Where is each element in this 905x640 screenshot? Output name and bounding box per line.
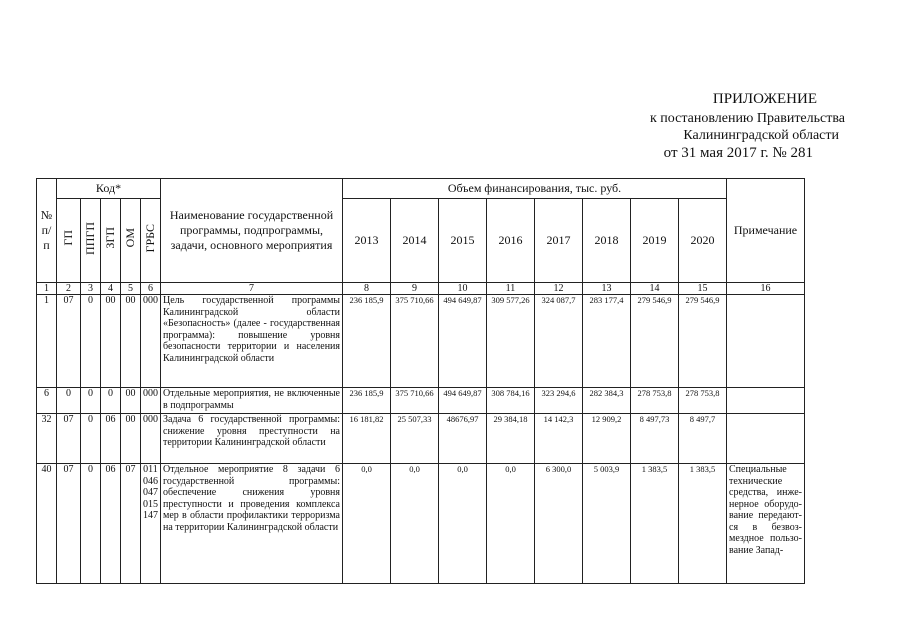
cell-value: 16 181,82 [343, 414, 391, 464]
cell-value: 0,0 [343, 464, 391, 584]
cell-value: 8 497,73 [631, 414, 679, 464]
col-number: 15 [679, 283, 727, 295]
cell-value: 236 185,9 [343, 388, 391, 414]
year-header: 2018 [583, 199, 631, 283]
cell-value: 494 649,87 [439, 388, 487, 414]
approval-header [545, 90, 845, 170]
col-number: 7 [161, 283, 343, 295]
cell-value: 279 546,9 [679, 295, 727, 388]
cell-np: 32 [37, 414, 57, 464]
col-number: 12 [535, 283, 583, 295]
year-header: 2014 [391, 199, 439, 283]
col-header-zgp: ЗГП [101, 199, 121, 283]
cell-om: 00 [121, 295, 141, 388]
col-header-name: Наименование государственной программы, подпрограммы, задачи, основного мероприятия [161, 179, 343, 283]
cell-ppgp: 0 [81, 295, 101, 388]
cell-value: 324 087,7 [535, 295, 583, 388]
col-number: 6 [141, 283, 161, 295]
cell-grbs: 000 [141, 414, 161, 464]
cell-value: 236 185,9 [343, 295, 391, 388]
cell-value: 494 649,87 [439, 295, 487, 388]
funding-table [36, 178, 805, 584]
cell-name: Цель государственной программы Калининградской области «Безопасность» (далее - государственная программа): повышение уровня безопасности территории и населения Калининградской области [161, 295, 343, 388]
col-header-grbs: ГРБС [141, 199, 161, 283]
cell-note [727, 295, 805, 388]
col-number: 3 [81, 283, 101, 295]
table-row [37, 388, 805, 414]
table-row [37, 414, 805, 464]
col-header-gp: ГП [57, 199, 81, 283]
cell-value: 1 383,5 [631, 464, 679, 584]
cell-ppgp: 0 [81, 388, 101, 414]
year-header: 2016 [487, 199, 535, 283]
cell-note [727, 414, 805, 464]
table-row [37, 295, 805, 388]
cell-zgp: 0 [101, 388, 121, 414]
cell-value: 1 383,5 [679, 464, 727, 584]
cell-gp: 07 [57, 464, 81, 584]
cell-np: 1 [37, 295, 57, 388]
cell-zgp: 00 [101, 295, 121, 388]
col-number: 4 [101, 283, 121, 295]
code-group-header: Код* [57, 179, 161, 199]
cell-grbs: 000 [141, 295, 161, 388]
header-line-region: Калининградской области [683, 128, 839, 143]
cell-value: 278 753,8 [679, 388, 727, 414]
year-header: 2013 [343, 199, 391, 283]
cell-note [727, 388, 805, 414]
grbs-code: 046 [143, 475, 158, 487]
cell-grbs [141, 464, 161, 584]
cell-value: 375 710,66 [391, 388, 439, 414]
cell-value: 12 909,2 [583, 414, 631, 464]
col-number: 5 [121, 283, 141, 295]
cell-ppgp: 0 [81, 414, 101, 464]
col-number: 14 [631, 283, 679, 295]
col-number: 16 [727, 283, 805, 295]
year-header: 2020 [679, 199, 727, 283]
col-number: 13 [583, 283, 631, 295]
header-line-date: от 31 мая 2017 г. № 281 [663, 145, 813, 161]
cell-value: 14 142,3 [535, 414, 583, 464]
cell-name: Отдельное мероприятие 8 задачи 6 государственной программы: обеспечение снижения уровня преступности и проведения комплекса мер в области профилактики терроризма на территории Калининградской области [161, 464, 343, 584]
cell-value: 0,0 [487, 464, 535, 584]
col-number: 10 [439, 283, 487, 295]
table-row [37, 464, 805, 584]
cell-value: 323 294,6 [535, 388, 583, 414]
grbs-code: 011 [143, 464, 158, 475]
column-number-row [37, 283, 805, 295]
grbs-code: 047 [143, 487, 158, 498]
col-header-ppgp: ППГП [81, 199, 101, 283]
year-header: 2017 [535, 199, 583, 283]
cell-np: 6 [37, 388, 57, 414]
col-header-note: Примечание [727, 179, 805, 283]
cell-note: Специальные технические средства, инже-нерное оборудо-вание передают-ся в безвоз-мездное пользо-вание Запад- [727, 464, 805, 584]
cell-value: 6 300,0 [535, 464, 583, 584]
cell-zgp: 06 [101, 414, 121, 464]
cell-value: 375 710,66 [391, 295, 439, 388]
cell-ppgp: 0 [81, 464, 101, 584]
cell-value: 308 784,16 [487, 388, 535, 414]
cell-value: 309 577,26 [487, 295, 535, 388]
year-header: 2015 [439, 199, 487, 283]
cell-om: 00 [121, 414, 141, 464]
col-number: 11 [487, 283, 535, 295]
cell-name: Отдельные мероприятия, не включенные в подпрограммы [161, 388, 343, 414]
cell-om: 07 [121, 464, 141, 584]
header-title: ПРИЛОЖЕНИЕ [712, 91, 817, 107]
cell-value: 29 384,18 [487, 414, 535, 464]
col-number: 2 [57, 283, 81, 295]
cell-gp: 0 [57, 388, 81, 414]
cell-value: 0,0 [439, 464, 487, 584]
col-header-np: № п/п [37, 179, 57, 283]
cell-value: 282 384,3 [583, 388, 631, 414]
col-number: 8 [343, 283, 391, 295]
cell-value: 278 753,8 [631, 388, 679, 414]
cell-name: Задача 6 государственной программы: снижение уровня преступности на территории Калининградской области [161, 414, 343, 464]
funding-group-header: Объем финансирования, тыс. руб. [343, 179, 727, 199]
col-header-om: ОМ [121, 199, 141, 283]
cell-value: 0,0 [391, 464, 439, 584]
grbs-code: 147 [143, 510, 158, 521]
grbs-code: 015 [143, 498, 158, 510]
year-header: 2019 [631, 199, 679, 283]
cell-value: 279 546,9 [631, 295, 679, 388]
col-number: 1 [37, 283, 57, 295]
cell-zgp: 06 [101, 464, 121, 584]
cell-np: 40 [37, 464, 57, 584]
col-number: 9 [391, 283, 439, 295]
cell-value: 283 177,4 [583, 295, 631, 388]
cell-value: 5 003,9 [583, 464, 631, 584]
cell-gp: 07 [57, 295, 81, 388]
cell-value: 25 507,33 [391, 414, 439, 464]
header-line-decree: к постановлению Правительства [649, 111, 845, 126]
cell-grbs: 000 [141, 388, 161, 414]
cell-value: 48676,97 [439, 414, 487, 464]
cell-value: 8 497,7 [679, 414, 727, 464]
cell-gp: 07 [57, 414, 81, 464]
cell-om: 00 [121, 388, 141, 414]
